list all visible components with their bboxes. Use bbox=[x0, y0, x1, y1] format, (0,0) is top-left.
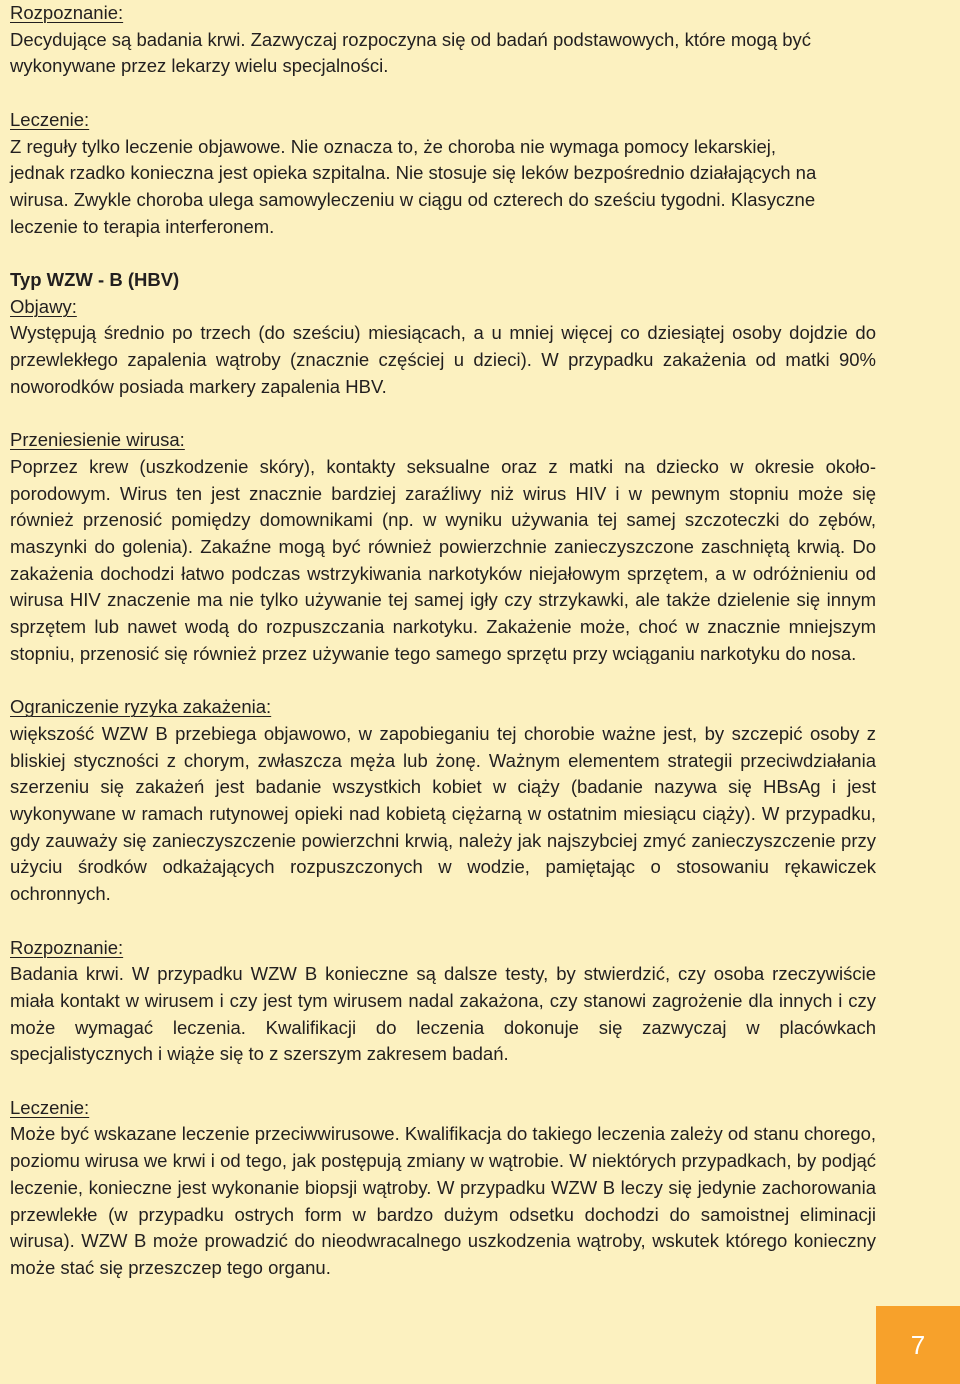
paragraph-line: Z reguły tylko leczenie objawowe. Nie oznacza to, że choroba nie wymaga pomocy lekarskiej, bbox=[10, 135, 777, 157]
section-heading: Rozpoznanie: bbox=[10, 2, 124, 23]
document-body bbox=[10, 0, 876, 1308]
section-heading: Ograniczenie ryzyka zakażenia: bbox=[10, 696, 272, 718]
paragraph: Może być wskazane leczenie przeciwwirusowe. Kwalifikacja do takiego leczenia zależy od stanu chorego, poziomu wirusa we krwi i od tego, jak postępują zmiany w wątrobie. W niektórych przypadkach, by podjąć leczenie, konieczne jest wykonanie biopsji wątroby. W przypadku WZW B leczy się jedynie zachorowania przewlekłe (w przypadku ostrych form w bardzo dużym odsetku dochodzi do samoistnej eliminacji wirusa). WZW B może prowadzić do nieodwracalnego uszkodzenia wątroby, wskutek którego konieczny może stać się przeszczep tego organu. bbox=[10, 1123, 876, 1278]
hbv-treatment-section bbox=[10, 1095, 876, 1282]
page-number-badge bbox=[876, 1306, 960, 1384]
section-heading: Objawy: bbox=[10, 295, 77, 317]
paragraph: Poprzez krew (uszkodzenie skóry), kontakty seksualne oraz z matki na dziecko w okresie okołoporodowym. Wirus ten jest znacznie bardziej zaraźliwy niż wirus HIV i w pewnym stopniu może się również przenosić pomiędzy domownikami (np. w wyniku używania tej samej szczoteczki do zębów, maszynki do golenia). Zakaźne mogą być również powierzchnie zanieczyszczone zaschniętą krwią. Do zakażenia dochodzi łatwo podczas wstrzykiwania narkotyków niejałowym sprzętem, a w odróżnieniu od wirusa HIV znaczenie ma nie tylko używanie tej samej igły czy strzykawki, ale także dzielenie się innym sprzętem lub nawet wodą do rozpuszczania narkotyku. Zakażenie może, choć w znacznie mniejszym stopniu, przenosić się również przez używanie tego samego sprzętu przy wciąganiu narkotyku do nosa. bbox=[10, 455, 876, 664]
hbv-diagnosis-section bbox=[10, 935, 876, 1069]
section-heading: Rozpoznanie: bbox=[10, 936, 124, 958]
paragraph: Badania krwi. W przypadku WZW B konieczne są dalsze testy, by stwierdzić, czy osoba rzeczywiście miała kontakt w wirusem i czy jest tym wirusem nadal zakażona, czy stanowi zagrożenie dla innych i czy może wymagać leczenia. Kwalifikacji do leczenia dokonuje się zazwyczaj w placówkach specjalistycznych i wiąże się to z szerszym zakresem badań. bbox=[10, 963, 876, 1065]
section-heading: Przeniesienie wirusa: bbox=[10, 429, 185, 451]
paragraph-line: jednak rzadko konieczna jest opieka szpitalna. Nie stosuje się leków bezpośrednio działających na bbox=[10, 162, 817, 184]
page-number: 7 bbox=[910, 1329, 926, 1360]
paragraph-line: Decydujące są badania krwi. Zazwyczaj rozpoczyna się od badań podstawowych, które mogą być bbox=[10, 28, 812, 50]
hcv-diagnosis-section bbox=[10, 0, 876, 80]
hcv-treatment-section bbox=[10, 107, 876, 241]
paragraph: Występują średnio po trzech (do sześciu) miesiącach, a u mniej więcej co dziesiątej osoby dojdzie do przewlekłego zapalenia wątroby (znacznie częściej u dzieci). W przypadku zakażenia od matki 90% noworodków posiada markery zapalenia HBV. bbox=[10, 322, 876, 397]
paragraph-line: leczenie to terapia interferonem. bbox=[10, 215, 275, 237]
paragraph: większość WZW B przebiega objawowo, w zapobieganiu tej chorobie ważne jest, by szczepić osoby z bliskiej styczności z chorym, zwłaszcza męża lub żonę. Ważnym elementem strategii przeciwdziałania szerzeniu się zakażeń jest badanie wszystkich kobiet w ciąży (badanie nazywa się HBsAg i jest wykonywane w ramach rutynowej opieki nad kobietą ciężarną w ostatnim miesiącu ciąży). W przypadku, gdy zauważy się zanieczyszczenie powierzchni krwią, należy jak najszybciej zmyć zanieczyszczenie przy użyciu środków odkażających rozpuszczonych w wodzie, pamiętając o stosowaniu rękawiczek ochronnych. bbox=[10, 722, 876, 905]
section-heading: Leczenie: bbox=[10, 108, 90, 130]
hbv-symptoms-section bbox=[10, 267, 876, 401]
section-heading: Leczenie: bbox=[10, 1096, 90, 1118]
paragraph-line: wykonywane przez lekarzy wielu specjalności. bbox=[10, 55, 389, 77]
paragraph-line: wirusa. Zwykle choroba ulega samowyleczeniu w ciągu od czterech do sześciu tygodni. Klasyczne bbox=[10, 188, 816, 210]
hbv-risk-section bbox=[10, 694, 876, 908]
hbv-transmission-section bbox=[10, 427, 876, 667]
hbv-section-title: Typ WZW - B (HBV) bbox=[10, 269, 180, 290]
